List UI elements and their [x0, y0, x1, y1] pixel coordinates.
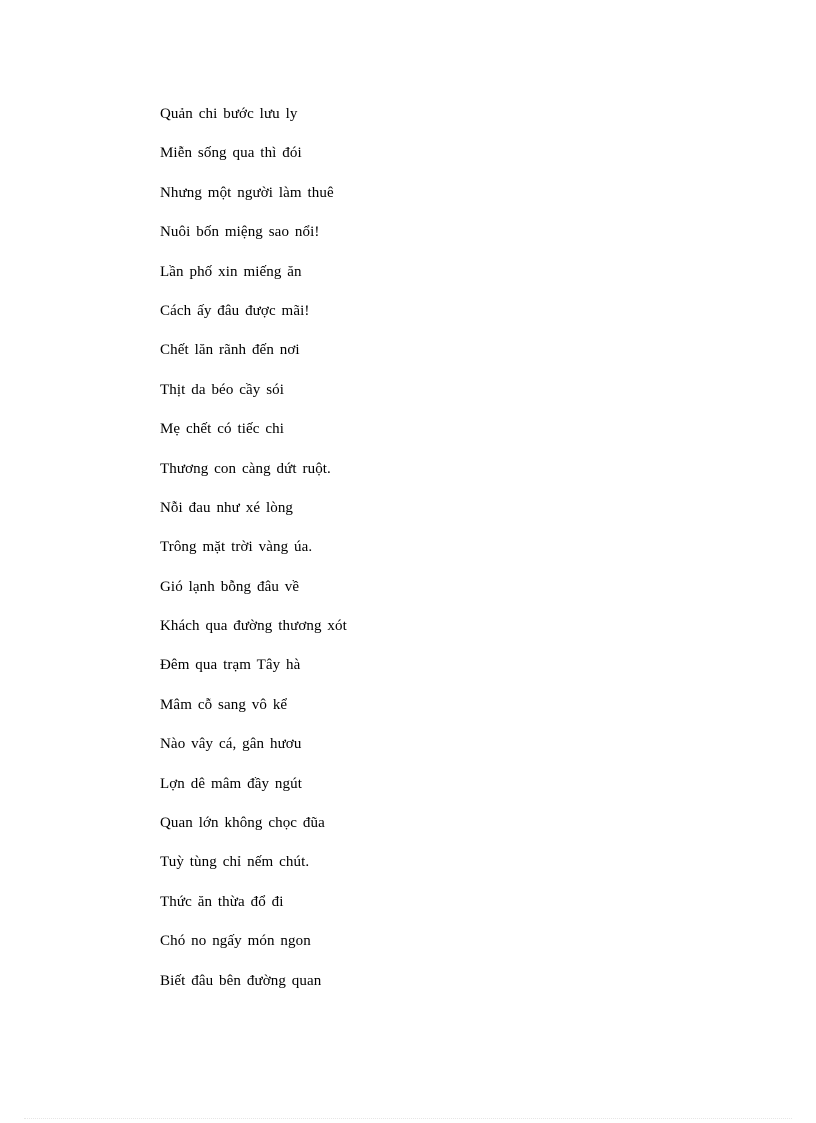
poem-text: [160, 104, 347, 1010]
poem-line: Quan lớn không chọc đũa: [160, 815, 325, 832]
poem-line: Nỗi đau như xé lòng: [160, 499, 294, 516]
poem-line: Lần phố xin miếng ăn: [160, 263, 302, 280]
poem-line: Miễn sống qua thì đói: [160, 145, 302, 162]
poem-line: Chết lăn rãnh đến nơi: [160, 342, 300, 359]
poem-line: Gió lạnh bỗng đâu về: [160, 578, 300, 595]
poem-line: Khách qua đường thương xót: [160, 618, 347, 635]
poem-line: Mâm cỗ sang vô kể: [160, 696, 288, 713]
poem-line: Biết đâu bên đường quan: [160, 972, 322, 989]
poem-line: Quản chi bước lưu ly: [160, 106, 298, 122]
poem-line: Thức ăn thừa đổ đi: [160, 893, 284, 910]
poem-line: Đêm qua trạm Tây hà: [160, 657, 301, 674]
poem-line: Mẹ chết có tiếc chi: [160, 421, 285, 438]
poem-line: Nào vây cá, gân hươu: [160, 736, 302, 753]
poem-line: Thịt da béo cầy sói: [160, 381, 285, 398]
poem-line: Lợn dê mâm đầy ngút: [160, 775, 302, 792]
poem-line: Thương con càng dứt ruột.: [160, 460, 331, 477]
poem-line: Trông mặt trời vàng úa.: [160, 539, 313, 556]
poem-line: Chó no ngấy món ngon: [160, 933, 311, 950]
poem-line: Nuôi bốn miệng sao nổi!: [160, 224, 320, 241]
poem-line: Tuỳ tùng chỉ nếm chút.: [160, 854, 310, 871]
poem-line: Cách ấy đâu được mãi!: [160, 302, 310, 319]
poem-line: Nhưng một người làm thuê: [160, 184, 334, 201]
page-bottom-divider: [24, 1118, 792, 1119]
